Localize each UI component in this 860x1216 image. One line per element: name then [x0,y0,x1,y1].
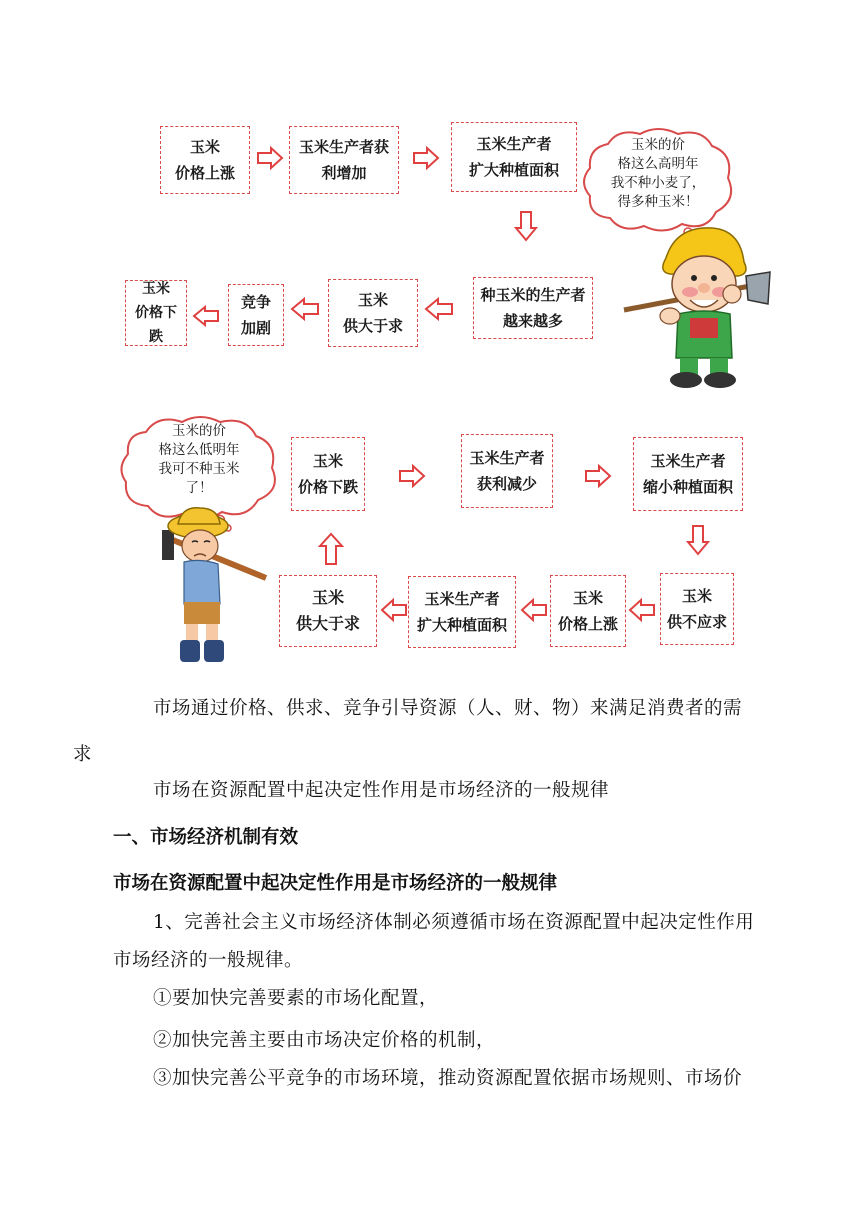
list-item-3: ③加快完善公平竞争的市场环境，推动资源配置依据市场规则、市场价 [153,1068,743,1089]
right-arrow-icon [412,146,440,170]
flow-box-d2-expand: 玉米生产者 扩大种植面积 [408,576,516,648]
flow-box-d1-profit-up: 玉米生产者获 利增加 [289,126,399,194]
bubble-text-2: 玉米的价 格这么低明年 我可不种玉米 了！ [158,423,240,496]
section-heading-2: 市场在资源配置中起决定性作用是市场经济的一般规律 [113,873,558,894]
list-item-2: ②加快完善主要由市场决定价格的机制， [153,1030,496,1051]
flow-box-d1-expand: 玉米生产者 扩大种植面积 [451,122,577,192]
flow-box-d2-price-up: 玉米 价格上涨 [550,575,626,647]
right-arrow-icon [584,464,612,488]
flow-box-d2-profit-down: 玉米生产者 获利减少 [461,434,553,508]
section-heading-1: 一、市场经济机制有效 [113,827,299,848]
paragraph-market-guides-resources: 市场通过价格、供求、竞争引导资源（人、财、物）来满足消费者的需 求 [73,698,743,765]
flow-box-d1-competition: 竞争 加剧 [228,284,284,346]
flow-box-d1-price-down: 玉米 价格下跌 [125,280,187,346]
paragraph-point-1: 1、完善社会主义市场经济体制必须遵循市场在资源配置中起决定性作用 市场经济的一般规律。 [113,912,755,971]
sad-farmer-icon [158,504,270,666]
left-arrow-icon [520,598,548,622]
flow-box-d1-oversupply: 玉米 供大于求 [328,279,418,347]
flow-box-d1-price-up: 玉米 价格上涨 [160,126,250,194]
left-arrow-icon [290,297,320,321]
left-arrow-icon [628,598,656,622]
left-arrow-icon [192,305,220,327]
bubble-text-1: 玉米的价 格这么高明年 我不种小麦了， 得多种玉米！ [610,137,706,210]
flow-box-d1-more-producers: 种玉米的生产者 越来越多 [473,277,593,339]
happy-farmer-icon [620,218,780,390]
left-arrow-icon [424,297,454,321]
flow-box-d2-price-down: 玉米 价格下跌 [291,437,365,511]
down-arrow-icon [686,524,710,556]
up-arrow-icon [318,532,344,566]
left-arrow-icon [380,598,408,622]
paragraph-general-law: 市场在资源配置中起决定性作用是市场经济的一般规律 [153,780,610,801]
list-item-1: ①要加快完善要素的市场化配置， [153,988,439,1009]
flow-box-d2-oversupply: 玉米 供大于求 [279,575,377,647]
flow-box-d2-undersupply: 玉米 供不应求 [660,573,734,645]
down-arrow-icon [514,210,538,242]
right-arrow-icon [398,464,426,488]
flow-box-d2-shrink: 玉米生产者 缩小种植面积 [633,437,743,511]
right-arrow-icon [256,146,284,170]
